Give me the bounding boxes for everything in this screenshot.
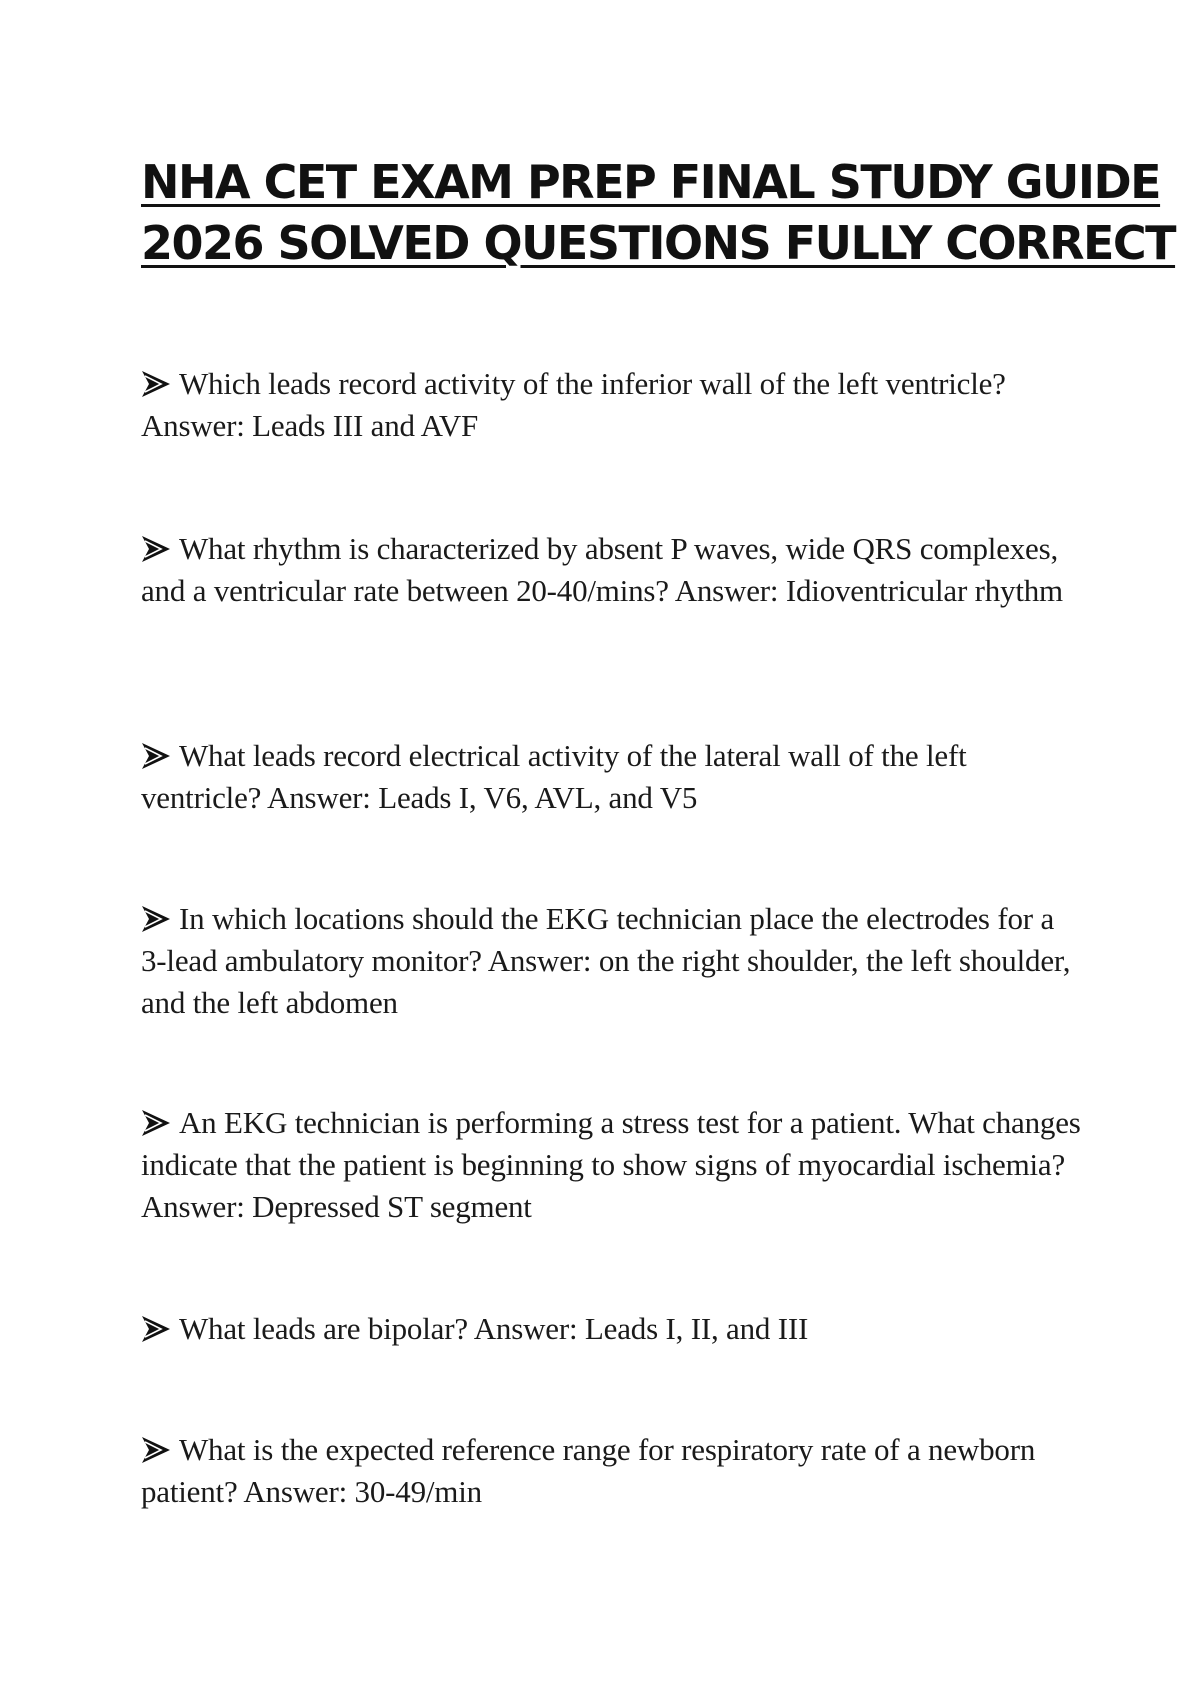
qa-text: What rhythm is characterized by absent P waves, wide QRS complexes, and a ventricular rate between 20-40/mins? Answer: Idioventricular rhythm: [141, 531, 1063, 608]
qa-text: What is the expected reference range for respiratory rate of a newborn patient? Answer: 30-49/min: [141, 1432, 1036, 1509]
qa-item: [141, 1429, 1081, 1513]
double-arrow-bullet-icon: [141, 370, 171, 398]
page-title: [141, 152, 1176, 274]
double-arrow-bullet-icon: [141, 1109, 171, 1137]
double-arrow-bullet-icon: [141, 1315, 171, 1343]
title-line-1: NHA CET EXAM PREP FINAL STUDY GUIDE: [141, 155, 1161, 209]
double-arrow-bullet-icon: [141, 535, 171, 563]
qa-item: [141, 528, 1081, 612]
qa-item: [141, 898, 1081, 1024]
qa-item: [141, 735, 1081, 819]
double-arrow-bullet-icon: [141, 742, 171, 770]
qa-text: What leads record electrical activity of the lateral wall of the left ventricle? Answer: Leads I, V6, AVL, and V5: [141, 738, 967, 815]
qa-text: In which locations should the EKG technician place the electrodes for a 3-lead ambulatory monitor? Answer: on the right shoulder, the left shoulder, and the left abdomen: [141, 901, 1071, 1020]
title-line-2: 2026 SOLVED QUESTIONS FULLY CORRECT: [141, 216, 1176, 270]
qa-item: [141, 363, 1081, 447]
qa-item: [141, 1308, 1081, 1350]
double-arrow-bullet-icon: [141, 1436, 171, 1464]
qa-text: An EKG technician is performing a stress test for a patient. What changes indicate that the patient is beginning to show signs of myocardial ischemia? Answer: Depressed ST segment: [141, 1105, 1081, 1224]
double-arrow-bullet-icon: [141, 905, 171, 933]
qa-text: Which leads record activity of the inferior wall of the left ventricle? Answer: Leads III and AVF: [141, 366, 1006, 443]
qa-text: What leads are bipolar? Answer: Leads I, II, and III: [179, 1311, 809, 1346]
qa-item: [141, 1102, 1081, 1228]
